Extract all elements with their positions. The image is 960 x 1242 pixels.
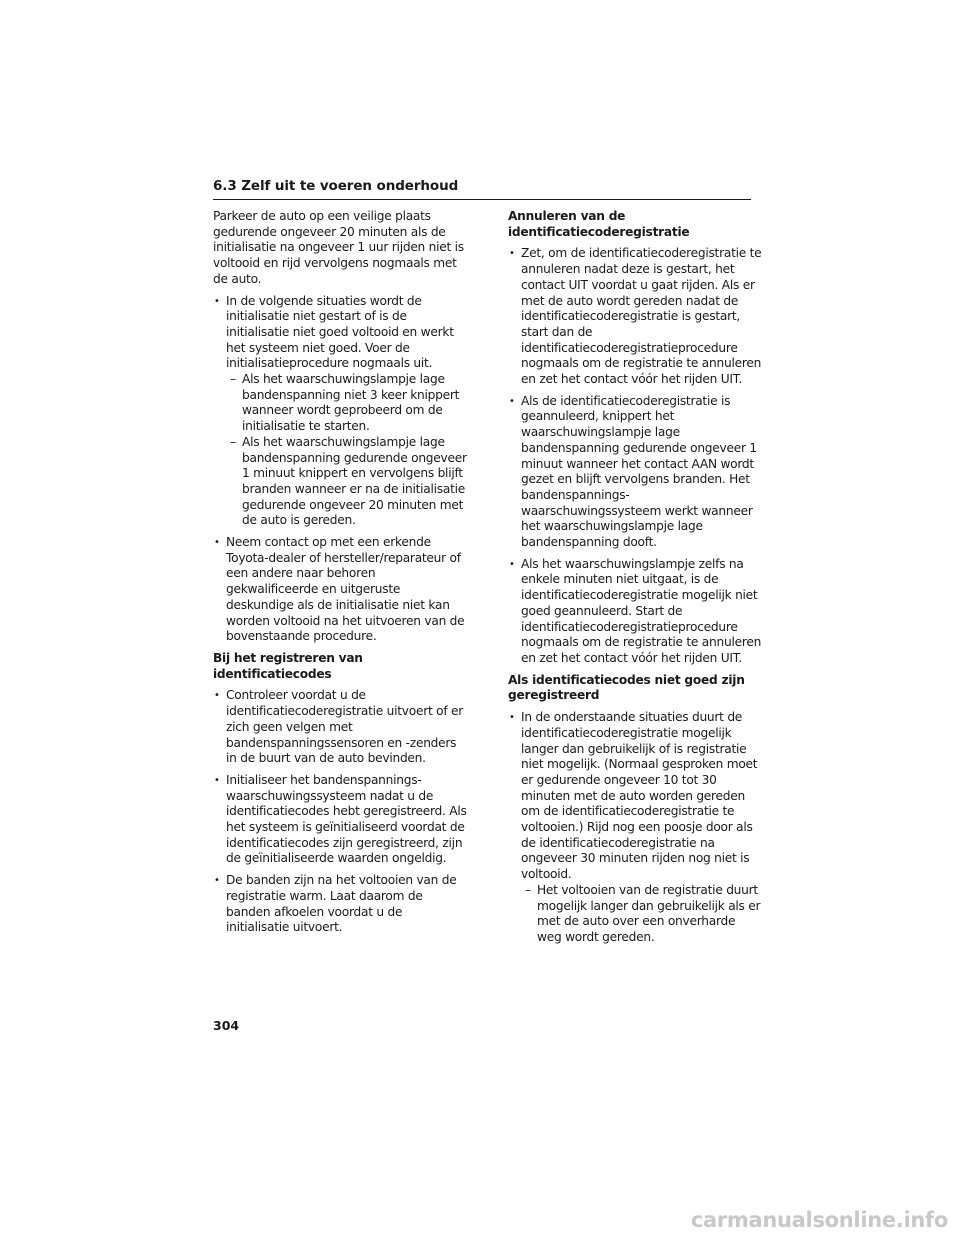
list-item: • De banden zijn na het voltooien van de registratie warm. Laat daarom de banden afkoelen voordat u de initialisatie uitvoert. bbox=[213, 873, 467, 936]
list-item: • Als het waarschuwingslampje zelfs na enkele minuten niet uitgaat, is de identificatiecoderegistratie mogelijk niet goed geannuleerd. Start de identificatiecoderegistratieprocedure nogmaals om de registratie te annuleren en zet het contact vóór het rijden UIT. bbox=[508, 557, 762, 667]
list-item-text: In de volgende situaties wordt de initialisatie niet gestart of is de initialisatie niet goed voltooid en werkt het systeem niet goed. Voer de initialisatieprocedure nogmaals uit. bbox=[226, 293, 454, 371]
intro-paragraph: Parkeer de auto op een veilige plaats gedurende ongeveer 20 minuten als de initialisatie na ongeveer 1 uur rijden niet is voltooid en rijd vervolgens nogmaals met de auto. bbox=[213, 209, 464, 286]
section-title: 6.3 Zelf uit te voeren onderhoud bbox=[213, 178, 459, 194]
subheading-codes-not-registered: Als identificatiecodes niet goed zijn geregistreerd bbox=[508, 672, 745, 703]
bullet-list bbox=[213, 688, 467, 936]
dash-list bbox=[521, 883, 762, 946]
right-column bbox=[508, 209, 762, 952]
bullet-list bbox=[213, 294, 467, 645]
subheading-register-codes: Bij het registreren van identificatiecodes bbox=[213, 650, 363, 681]
list-item: • Initialiseer het bandenspanningswaarschuwingssysteem nadat u de identificatiecodes hebt geregistreerd. Als het systeem is geïnitialiseerd voordat de identificatiecodes zijn geregistreerd, zijn de geïnitialiseerde waarden ongeldig. bbox=[213, 773, 467, 867]
list-item: • Als de identificatiecoderegistratie is geannuleerd, knippert het waarschuwingslampje lage bandenspanning gedurende ongeveer 1 minuut wanneer het contact AAN wordt gezet en blijft vervolgens branden. Het bandenspanningswaarschuwingssysteem werkt wanneer het waarschuwingslampje lage bandenspanning dooft. bbox=[508, 394, 762, 551]
list-item bbox=[213, 294, 467, 530]
bullet-list bbox=[508, 246, 762, 666]
list-item: • Controleer voordat u de identificatiecoderegistratie uitvoert of er zich geen velgen met bandenspanningssensoren en -zenders in de buurt van de auto bevinden. bbox=[213, 688, 467, 767]
subheading-cancel-registration: Annuleren van de identificatiecoderegistratie bbox=[508, 209, 690, 239]
list-item: • Zet, om de identificatiecoderegistratie te annuleren nadat deze is gestart, het contact UIT voordat u gaat rijden. Als er met de auto wordt gereden nadat de identificatiecoderegistratie is gestart, start dan de identificatiecoderegistratieprocedure nogmaals om de registratie te annuleren en zet het contact vóór het rijden UIT. bbox=[508, 246, 762, 387]
left-column bbox=[213, 209, 467, 942]
section-header bbox=[213, 178, 751, 200]
list-item: • Neem contact op met een erkende Toyota-dealer of hersteller/reparateur of een andere naar behoren gekwalificeerde en uitgeruste deskundige als de initialisatie niet kan worden voltooid na het uitvoeren van de bovenstaande procedure. bbox=[213, 535, 467, 645]
dash-item: – Het voltooien van de registratie duurt mogelijk langer dan gebruikelijk als er met de auto over een onverharde weg wordt gereden. bbox=[525, 883, 762, 946]
watermark: carmanualsonline.info bbox=[690, 1208, 948, 1232]
list-item-text: In de onderstaande situaties duurt de identificatiecoderegistratie mogelijk langer dan gebruikelijk of is registratie niet mogelijk. (Normaal gesproken moet er gedurende ongeveer 10 tot 30 minuten met de auto worden gereden om de identificatiecoderegistratie te voltooien.) Rijd nog een poosje door als de identificatiecoderegistratie na ongeveer 30 minuten rijden nog niet is voltooid. bbox=[521, 710, 758, 882]
dash-item: – Als het waarschuwingslampje lage bandenspanning niet 3 keer knippert wanneer wordt geprobeerd om de initialisatie te starten. bbox=[230, 372, 467, 435]
bullet-list bbox=[508, 710, 762, 946]
page-number: 304 bbox=[213, 1018, 240, 1033]
list-item bbox=[508, 710, 762, 946]
dash-item: – Als het waarschuwingslampje lage bandenspanning gedurende ongeveer 1 minuut knippert en vervolgens blijft branden wanneer er na de initialisatie gedurende ongeveer 20 minuten met de auto is gereden. bbox=[230, 435, 467, 529]
dash-list bbox=[226, 372, 467, 529]
